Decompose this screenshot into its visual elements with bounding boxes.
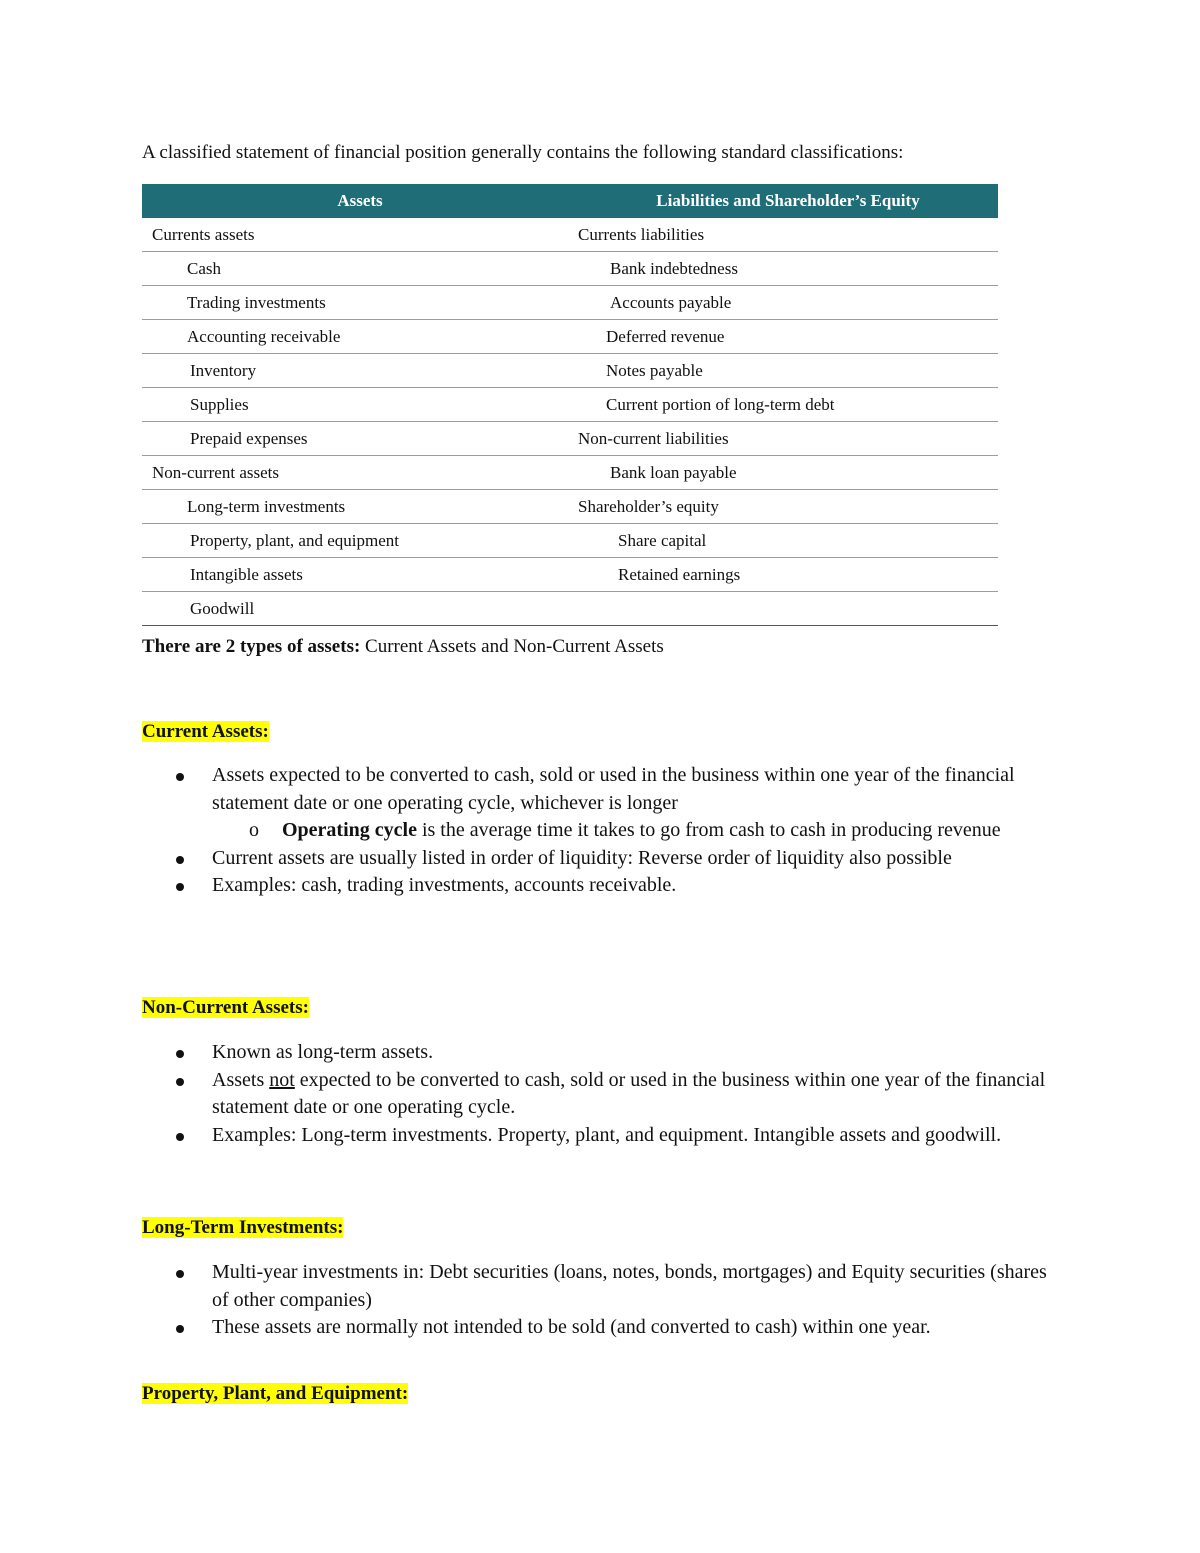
list-item — [172, 1122, 1052, 1150]
ppe-heading-line — [142, 1383, 408, 1405]
table-cell-left: Intangible assets — [142, 558, 578, 592]
table-cell-left: Supplies — [142, 388, 578, 422]
table-row — [142, 218, 998, 252]
table-cell-right — [578, 592, 998, 626]
sub-list — [212, 817, 1052, 845]
table-cell-left: Currents assets — [142, 218, 578, 252]
operating-cycle-term: Operating cycle — [282, 819, 417, 841]
table-row — [142, 422, 998, 456]
table-cell-right: Bank indebtedness — [578, 252, 998, 286]
list-item-text: Examples: Long-term investments. Property, plant, and equipment. Intangible assets and goodwill. — [212, 1123, 1002, 1146]
operating-cycle-definition: is the average time it takes to go from cash to cash in producing revenue — [416, 819, 1001, 841]
list-item-underlined: not — [269, 1068, 295, 1091]
table-cell-right: Currents liabilities — [578, 218, 998, 252]
list-item-text-pre: Assets — [212, 1068, 270, 1091]
noncurrent-assets-heading-line — [142, 997, 309, 1019]
list-item-text: Examples: cash, trading investments, accounts receivable. — [212, 874, 677, 896]
ppe-heading: Property, Plant, and Equipment: — [142, 1383, 409, 1404]
list-item-text: Multi-year investments in: Debt securities (loans, notes, bonds, mortgages) and Equity securities (shares of other companies) — [212, 1261, 1047, 1311]
table-row — [142, 490, 998, 524]
table-cell-left: Cash — [142, 252, 578, 286]
intro-text: A classified statement of financial position generally contains the following standard classifications: — [142, 142, 904, 163]
table-cell-right: Share capital — [578, 524, 998, 558]
list-item — [172, 1259, 1052, 1314]
table-cell-right: Retained earnings — [578, 558, 998, 592]
noncurrent-assets-list — [172, 1039, 1052, 1149]
table-cell-right: Bank loan payable — [578, 456, 998, 490]
current-assets-heading: Current Assets: — [142, 721, 269, 742]
longterm-list — [172, 1259, 1052, 1342]
longterm-heading: Long-Term Investments: — [142, 1217, 344, 1238]
table-cell-left: Non-current assets — [142, 456, 578, 490]
table-row — [142, 286, 998, 320]
current-assets-heading-line — [142, 721, 269, 743]
list-item — [172, 1314, 1052, 1342]
table-cell-left: Long-term investments — [142, 490, 578, 524]
list-item-text: These assets are normally not intended to be sold (and converted to cash) within one year. — [212, 1316, 931, 1338]
table-cell-right: Notes payable — [578, 354, 998, 388]
table-cell-left: Trading investments — [142, 286, 578, 320]
table-cell-left: Property, plant, and equipment — [142, 524, 578, 558]
table-cell-left: Prepaid expenses — [142, 422, 578, 456]
list-item-text: Assets expected to be converted to cash, sold or used in the business within one year of the financial statement date or one operating cycle, whichever is longer — [212, 764, 1015, 814]
table-cell-right: Non-current liabilities — [578, 422, 998, 456]
table-cell-left: Inventory — [142, 354, 578, 388]
noncurrent-assets-heading: Non-Current Assets: — [142, 997, 309, 1018]
table-cell-right: Deferred revenue — [578, 320, 998, 354]
table-row — [142, 320, 998, 354]
header-liabilities: Liabilities and Shareholder’s Equity — [578, 184, 998, 218]
table-row — [142, 456, 998, 490]
asset-types-label: There are 2 types of assets: — [142, 636, 361, 657]
current-assets-list — [172, 762, 1052, 900]
list-item-text-post: expected to be converted to cash, sold or used in the business within one year of the financial statement date or one operating cycle. — [212, 1068, 1046, 1118]
asset-types-value: Current Assets and Non-Current Assets — [360, 636, 664, 657]
header-assets: Assets — [142, 184, 578, 218]
table-cell-right: Current portion of long-term debt — [578, 388, 998, 422]
list-item-text: Known as long-term assets. — [212, 1041, 434, 1063]
list-item — [172, 1067, 1052, 1122]
list-item — [172, 762, 1052, 845]
table-row — [142, 524, 998, 558]
list-item — [172, 872, 1052, 900]
table-row — [142, 388, 998, 422]
asset-types-line — [142, 636, 664, 658]
table-row — [142, 252, 998, 286]
table-cell-right: Shareholder’s equity — [578, 490, 998, 524]
list-item — [172, 845, 1052, 873]
table-cell-left: Goodwill — [142, 592, 578, 626]
table-row — [142, 592, 998, 626]
table-row — [142, 558, 998, 592]
table-row — [142, 354, 998, 388]
list-item — [172, 1039, 1052, 1067]
classification-table — [142, 184, 998, 626]
table-cell-left: Accounting receivable — [142, 320, 578, 354]
longterm-heading-line — [142, 1217, 343, 1239]
table-cell-right: Accounts payable — [578, 286, 998, 320]
sub-list-item — [212, 817, 1052, 845]
list-item-text: Current assets are usually listed in order of liquidity: Reverse order of liquidity also possible — [212, 846, 952, 869]
